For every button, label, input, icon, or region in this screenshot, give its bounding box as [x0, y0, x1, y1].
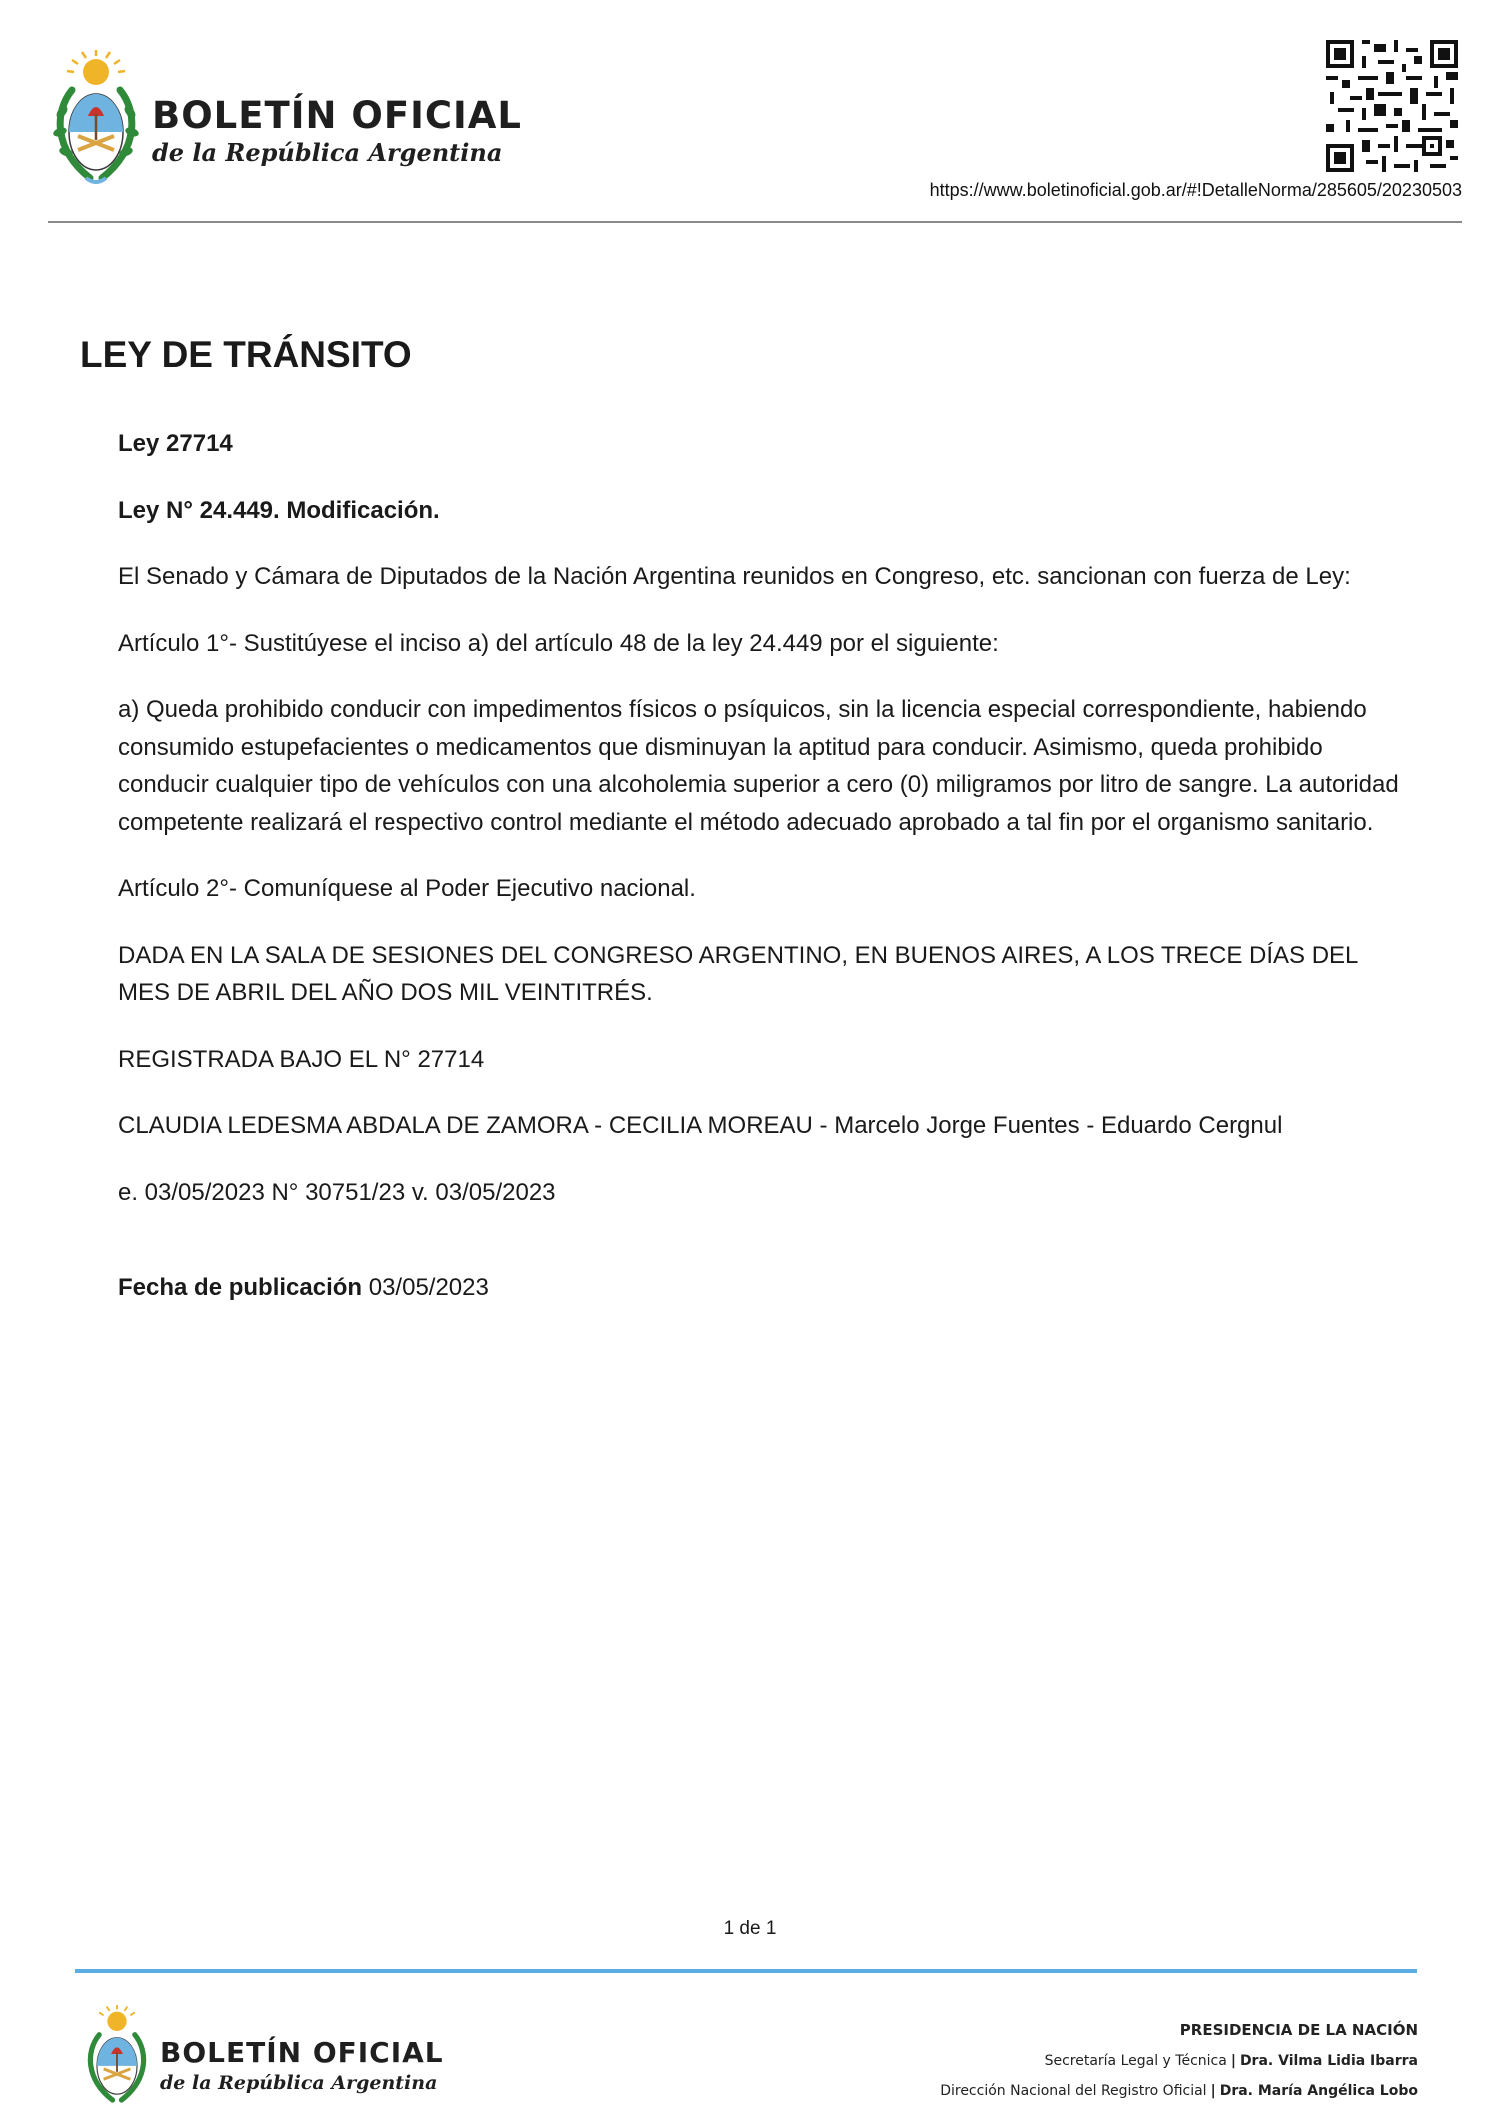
document-body — [118, 425, 1408, 1336]
publication-label: Fecha de publicación — [118, 1274, 363, 1301]
presidency-label: PRESIDENCIA DE LA NACIÓN — [1179, 2021, 1418, 2039]
secretariat-head: Dra. Vilma Lidia Ibarra — [1239, 2053, 1418, 2069]
directorate-head: Dra. María Angélica Lobo — [1219, 2083, 1418, 2099]
header-brand-subtitle: de la República Argentina — [152, 138, 503, 167]
secretariat-name: Secretaría Legal y Técnica — [1044, 2053, 1227, 2069]
spacer — [118, 1240, 1408, 1269]
publication-date: 03/05/2023 — [368, 1274, 489, 1301]
footer-brand-subtitle: de la República Argentina — [160, 2072, 438, 2094]
article-1: Artículo 1°- Sustitúyese el inciso a) del artículo 48 de la ley 24.449 por el siguiente: — [118, 629, 999, 657]
law-subject: Ley N° 24.449. Modificación. — [118, 496, 440, 524]
header-divider — [48, 221, 1462, 223]
page-indicator: 1 de 1 — [723, 1918, 777, 1939]
preamble: El Senado y Cámara de Diputados de la Nación Argentina reunidos en Congreso, etc. sancionan con fuerza de Ley: — [118, 563, 1351, 590]
document-url[interactable]: https://www.boletinoficial.gob.ar/#!DetalleNorma/285605/20230503 — [929, 180, 1462, 200]
clause-a: a) Queda prohibido conducir con impedimentos físicos o psíquicos, sin la licencia especial correspondiente, habiendo consumido estupefacientes o medicamentos que disminuyan la aptitud para conducir. Asimismo, queda prohibido conducir cualquier tipo de vehículos con una alcoholemia superior a cero (0) miligramos por litro de sangre. La autoridad competente realizará el respectivo control mediante el método adecuado aprobado a tal fin por el organismo sanitario. — [118, 696, 1399, 836]
article-2: Artículo 2°- Comuníquese al Poder Ejecutivo nacional. — [118, 875, 696, 902]
qr-code-icon — [1326, 40, 1458, 172]
signatories: CLAUDIA LEDESMA ABDALA DE ZAMORA - CECILIA MOREAU - Marcelo Jorge Fuentes - Eduardo Cergnul — [118, 1112, 1283, 1139]
secretariat-line — [1045, 2053, 1418, 2069]
edition-info: e. 03/05/2023 N° 30751/23 v. 03/05/2023 — [118, 1178, 556, 1206]
directorate-line — [940, 2083, 1418, 2099]
footer-divider — [75, 1969, 1417, 1973]
separator: | — [1210, 2083, 1216, 2099]
coat-of-arms-icon — [50, 50, 142, 190]
footer-brand-title: BOLETÍN OFICIAL — [160, 2036, 444, 2069]
given-statement: DADA EN LA SALA DE SESIONES DEL CONGRESO ARGENTINO, EN BUENOS AIRES, A LOS TRECE DÍAS DEL MES DE ABRIL DEL AÑO DOS MIL VEINTITRÉS. — [118, 941, 1358, 1006]
header-brand-title: BOLETÍN OFICIAL — [152, 94, 522, 137]
registered-statement: REGISTRADA BAJO EL N° 27714 — [118, 1045, 485, 1073]
publication-date-line — [118, 1269, 1408, 1307]
law-number: Ley 27714 — [118, 430, 233, 457]
separator: | — [1230, 2053, 1236, 2069]
document-title: LEY DE TRÁNSITO — [80, 334, 412, 375]
coat-of-arms-icon — [82, 2005, 152, 2109]
directorate-name: Dirección Nacional del Registro Oficial — [940, 2083, 1207, 2099]
